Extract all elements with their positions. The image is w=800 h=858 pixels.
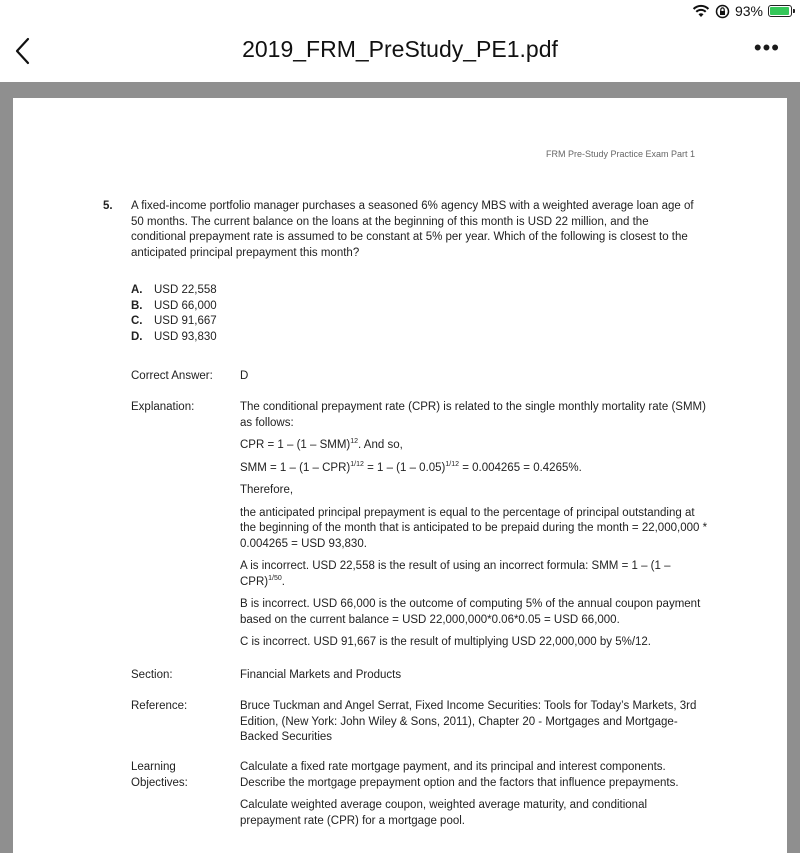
battery-level	[770, 7, 789, 15]
battery-percent: 93%	[734, 3, 763, 19]
reference-value: Bruce Tuckman and Angel Serrat, Fixed Income Securities: Tools for Today’s Markets, 3rd Edition, (New York: John Wiley & Sons, 2011), Chapter 20 - Mortgages and Mortgage-Backed Securities	[240, 700, 697, 743]
option-c-explanation: C is incorrect. USD 91,667 is the result of multiplying USD 22,000,000 by 5%/12.	[240, 636, 652, 648]
wifi-icon	[692, 4, 710, 18]
option-b-explanation: B is incorrect. USD 66,000 is the outcome of computing 5% of the annual coupon payment based on the current balance = USD 22,000,000*0.06*0.05 = USD 66,000.	[240, 598, 701, 626]
reference-label: Reference:	[131, 700, 188, 712]
page-header: FRM Pre-Study Practice Exam Part 1	[545, 149, 695, 159]
option-letter: C.	[131, 315, 143, 328]
option-letter: A.	[131, 284, 143, 296]
option-letter: D.	[131, 331, 143, 344]
option-text: USD 22,558	[154, 284, 217, 296]
option-c	[131, 314, 217, 330]
more-options-button[interactable]: •••	[753, 35, 780, 60]
learning-objectives-content	[240, 760, 710, 836]
pdf-viewer[interactable]	[0, 82, 800, 853]
option-text: USD 66,000	[154, 299, 217, 312]
pdf-page	[13, 98, 787, 858]
explanation-content	[240, 400, 710, 658]
correct-answer-label: Correct Answer:	[131, 370, 213, 382]
section-value: Financial Markets and Products	[240, 669, 402, 681]
option-a-explanation: A is incorrect. USD 22,558 is the result of using an incorrect formula: SMM = 1 – (1 – CPR)$^{1/50}$.	[240, 560, 671, 588]
correct-answer-value: D	[240, 370, 249, 382]
navigation-bar	[0, 22, 800, 82]
option-text: USD 91,667	[154, 315, 217, 328]
option-b	[131, 299, 217, 315]
rotation-lock-icon	[715, 4, 730, 19]
status-indicators	[692, 2, 792, 20]
option-d	[131, 330, 217, 346]
learning-objective: Calculate weighted average coupon, weighted average maturity, and conditional prepayment rate (CPR) for a mortgage pool.	[240, 799, 648, 827]
answer-options	[131, 283, 217, 346]
section-label: Section:	[131, 669, 173, 681]
document-title: 2019_FRM_PreStudy_PE1.pdf	[242, 36, 558, 62]
option-letter: B.	[131, 299, 143, 312]
learning-objectives-label: Learning Objectives:	[131, 761, 188, 789]
explanation-label: Explanation:	[131, 401, 195, 413]
explanation-intro: The conditional prepayment rate (CPR) is related to the single monthly mortality rate (SMM) as follows:	[240, 401, 706, 429]
cpr-formula: CPR = 1 – (1 – SMM)$^{12}$. And so,	[240, 438, 403, 451]
status-bar	[0, 0, 800, 22]
learning-objective: Calculate a fixed rate mortgage payment, and its principal and interest components. Describe the mortgage prepayment option and the factors that influence prepayments.	[240, 761, 679, 789]
option-a	[131, 283, 217, 299]
option-text: USD 93,830	[154, 331, 217, 344]
question-text: A fixed-income portfolio manager purchases a seasoned 6% agency MBS with a weighted average loan age of 50 months. The current balance on the loans at the beginning of this month is USD 22 million, and the conditional prepayment rate is assumed to be constant at 5% per year. Which of the following is closest to the anticipated principal prepayment this month?	[131, 200, 694, 259]
smm-formula: SMM = 1 – (1 – CPR)$^{1/12}$ = 1 – (1 – 0.05)$^{1/12}$ = 0.004265 = 0.4265%.	[240, 460, 582, 474]
question-number: 5.	[103, 200, 113, 212]
therefore-text: Therefore,	[240, 484, 294, 496]
battery-icon	[768, 5, 792, 17]
anticipated-prepayment-text: the anticipated principal prepayment is equal to the percentage of principal outstanding at the beginning of the month that is anticipated to be prepaid during the month = 22,000,000 * 0.004265 = USD 93,830.	[240, 506, 708, 550]
